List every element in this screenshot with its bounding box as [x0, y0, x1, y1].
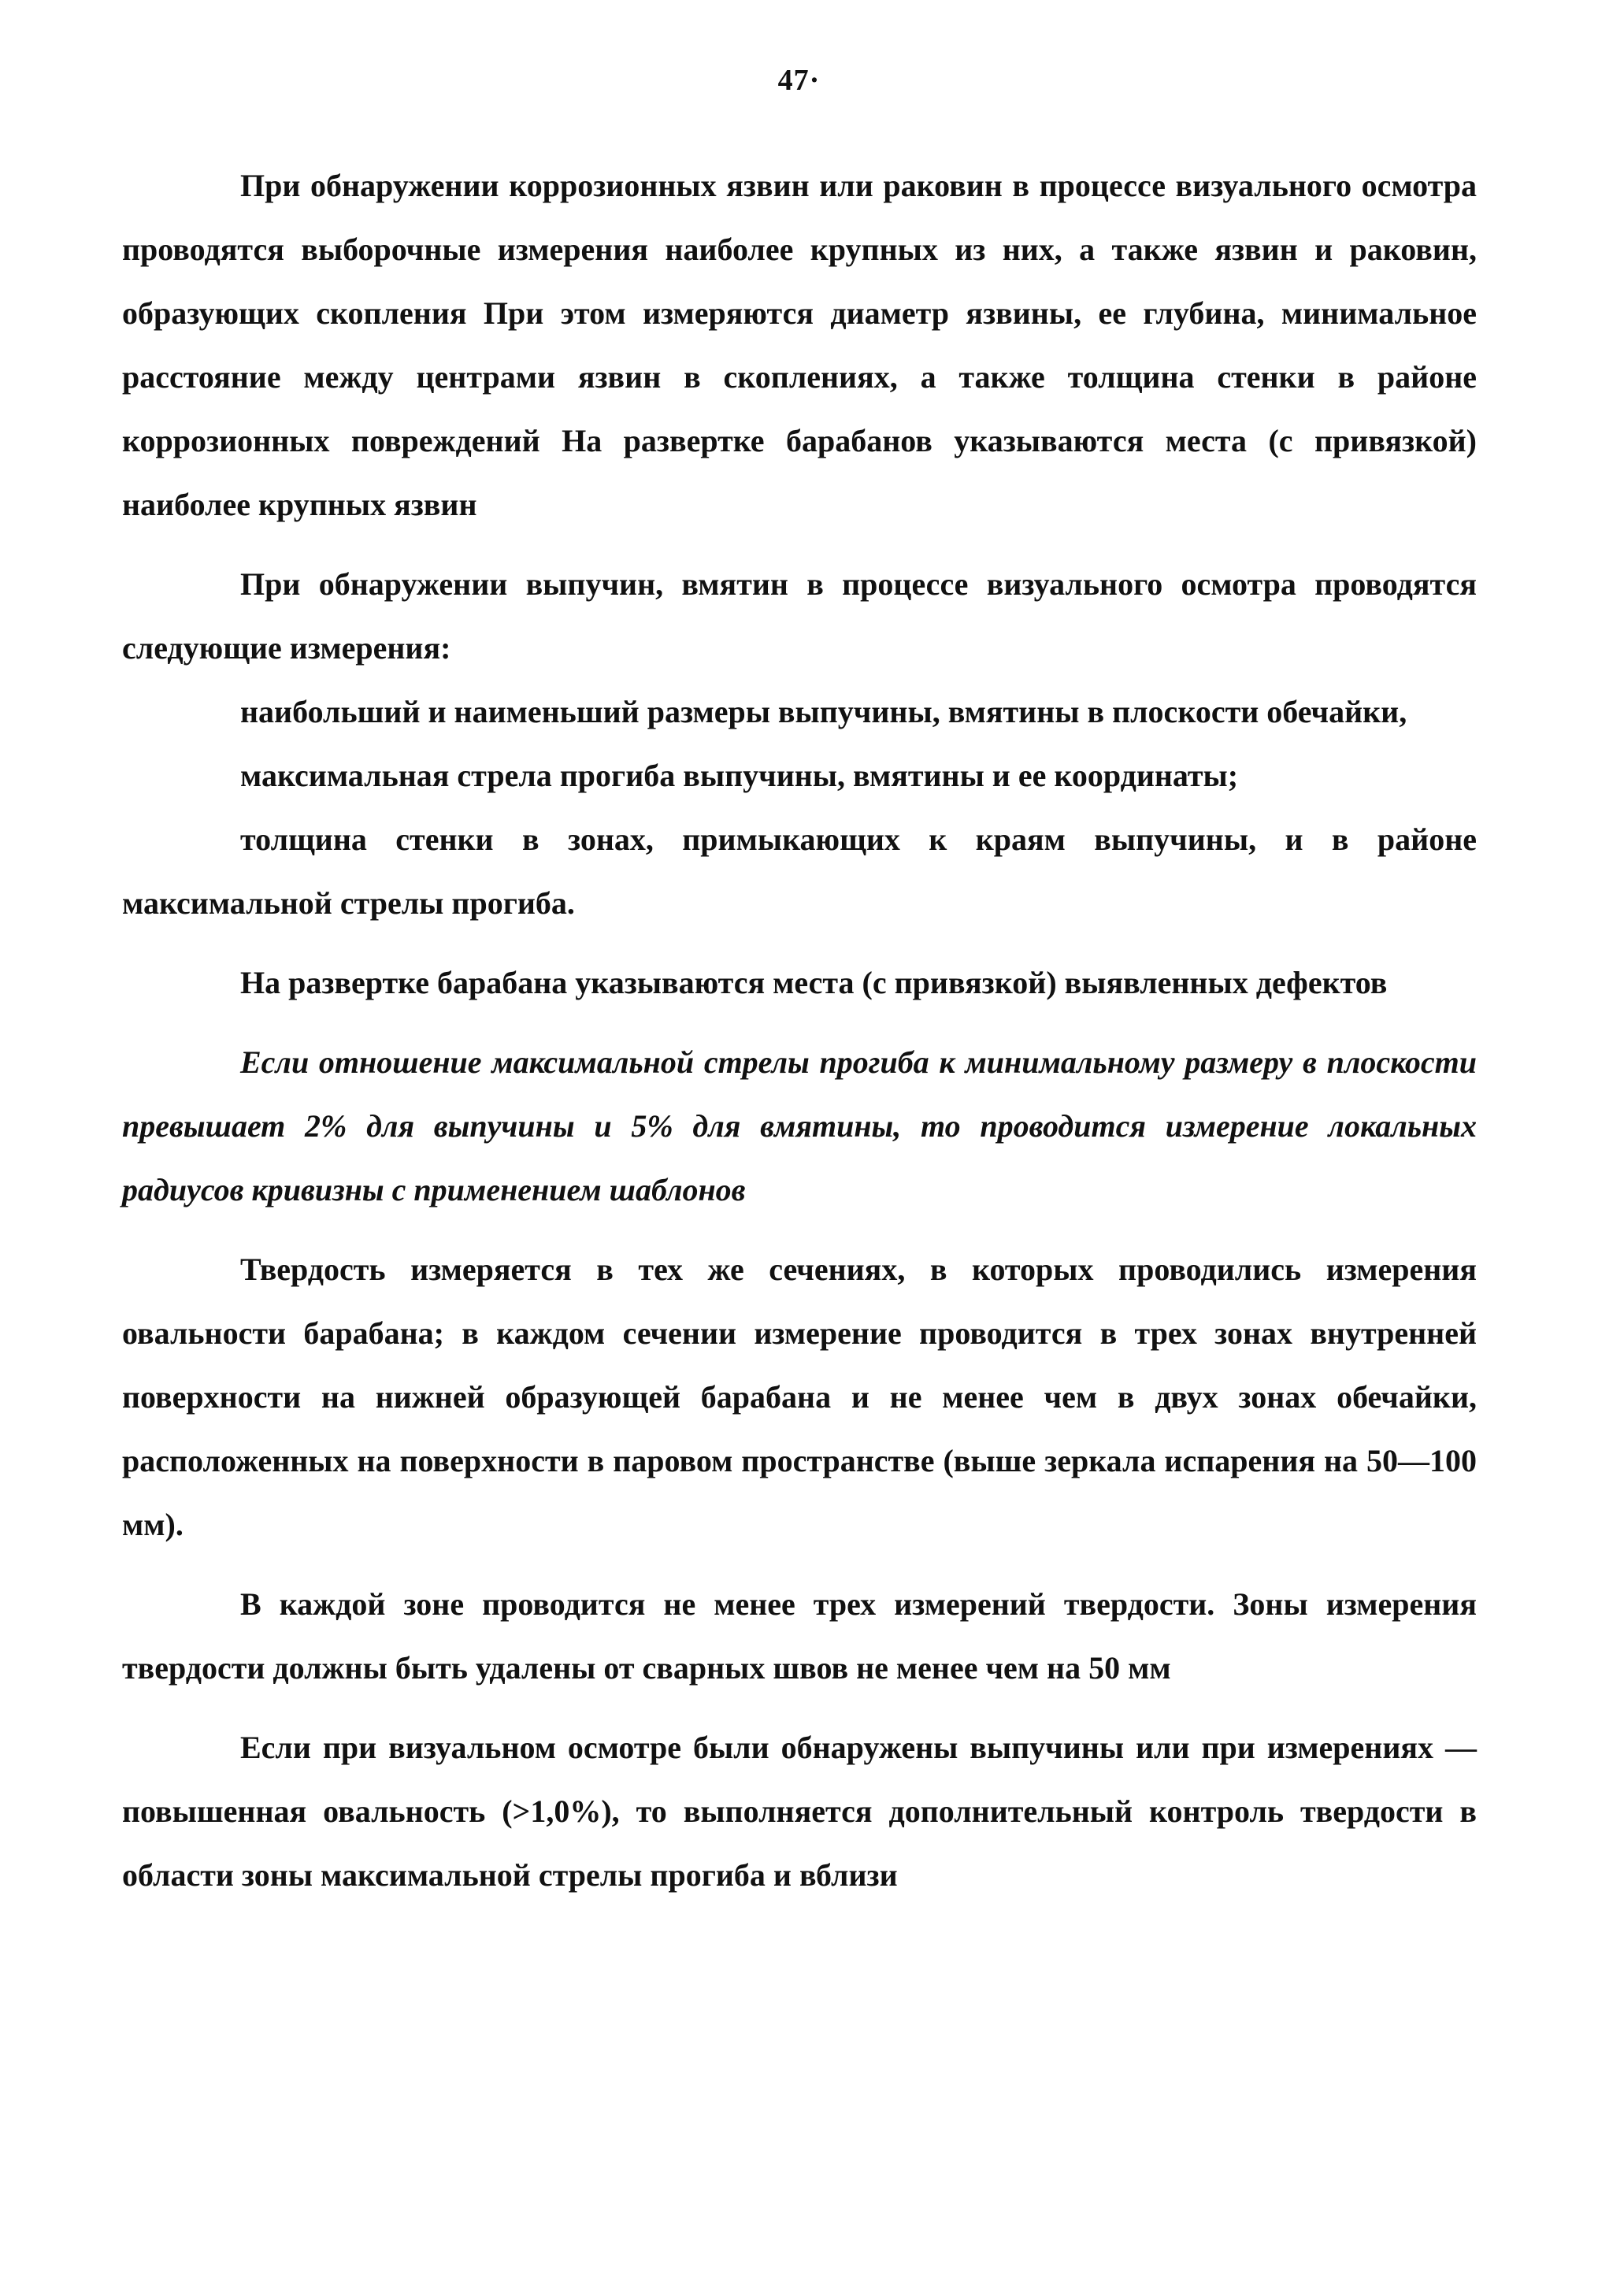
paragraph-defect-map: На развертке барабана указываются места (с привязкой) выявленных дефектов: [240, 965, 1388, 1000]
list-item-wall-thickness: толщина стенки в зонах, примыкающих к краям выпучины, и в районе максимальной стрелы прогиба.: [122, 822, 1477, 921]
paragraph-hardness: Твердость измеряется в тех же сечениях, в которых проводились измерения овальности барабана; в каждом сечении измерение проводится в трех зонах внутренней поверхности на нижней образующей барабана и не менее чем в двух зонах обечайки, расположенных на поверхности в паровом пространстве (выше зеркала испарения на 50—100 мм).: [122, 1252, 1477, 1542]
list-item-dimensions: наибольший и наименьший размеры выпучины, вмятины в плоскости обечайки,: [240, 694, 1407, 729]
body-text: [122, 154, 1477, 1907]
paragraph-corrosion: При обнаружении коррозионных язвин или раковин в процессе визуального осмотра проводятся выборочные измерения наиболее крупных из них, а также язвин и раковин, образующих скопления При этом измеряются диаметр язвины, ее глубина, минимальное расстояние между центрами язвин в скоплениях, а также толщина стенки в районе коррозионных повреждений На развертке барабанов указываются места (с привязкой) наиболее крупных язвин: [122, 168, 1477, 522]
paragraph-bulges-intro: При обнаружении выпучин, вмятин в процессе визуального осмотра проводятся следующие измерения:: [122, 566, 1477, 666]
list-item-deflection: максимальная стрела прогиба выпучины, вмятины и ее координаты;: [240, 758, 1239, 793]
page-number: 47·: [777, 64, 821, 97]
paragraph-hardness-zones: В каждой зоне проводится не менее трех измерений твердости. Зоны измерения твердости должны быть удалены от сварных швов не менее чем на 50 мм: [122, 1586, 1477, 1686]
paragraph-additional-control: Если при визуальном осмотре были обнаружены выпучины или при измерениях — повышенная овальность (>1,0%), то выполняется дополнительный контроль твердости в области зоны максимальной стрелы прогиба и вблизи: [122, 1730, 1477, 1893]
paragraph-curvature: Если отношение максимальной стрелы прогиба к минимальному размеру в плоскости превышает 2% для выпучины и 5% для вмятины, то проводится измерение локальных радиусов кривизны с применением шаблонов: [122, 1044, 1477, 1207]
